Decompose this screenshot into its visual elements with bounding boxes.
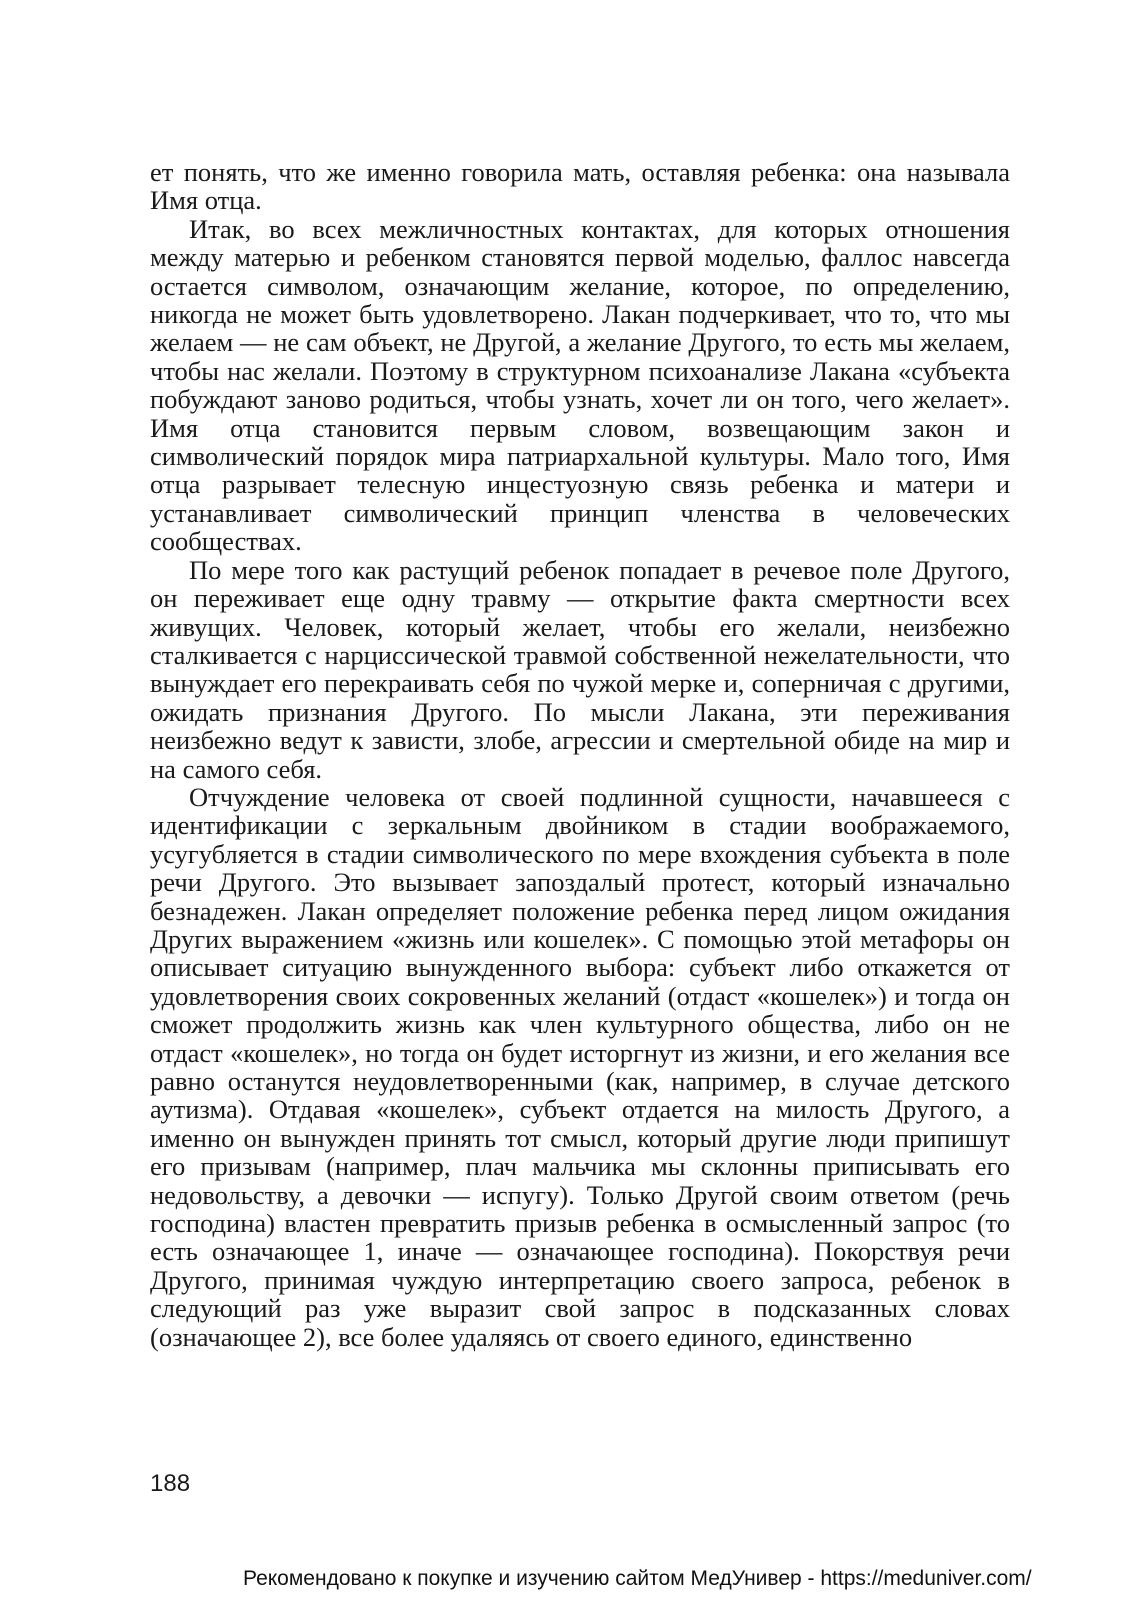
footer-watermark: Рекомендовано к покупке и изучению сайтом МедУнивер - https://meduniver.com/ xyxy=(243,1567,1032,1590)
page-number: 188 xyxy=(150,1470,191,1497)
paragraph-1: ет понять, что же именно говорила мать, оставляя ребенка: она называла Имя отца. xyxy=(150,157,1010,216)
paragraph-3: По мере того как растущий ребенок попадает в речевое поле Другого, он переживает еще одну травму — открытие факта смертности всех живущих. Человек, который желает, чтобы его желали, неизбежно сталкивается с нарциссической травмой собственной нежелательности, что вынуждает его перекраивать себя по чужой мерке и, соперничая с другими, ожидать признания Другого. По мысли Лакана, эти переживания неизбежно ведут к зависти, злобе, агрессии и смертельной обиде на мир и на самого себя. xyxy=(150,554,1010,784)
paragraph-2: Итак, во всех межличностных контактах, для которых отношения между матерью и ребенком становятся первой моделью, фаллос навсегда остается символом, означающим желание, которое, по определению, никогда не может быть удовлетворено. Лакан подчеркивает, что то, что мы желаем — не сам объект, не Другой, а желание Другого, то есть мы желаем, чтобы нас желали. Поэтому в структурном психоанализе Лакана «субъекта побуждают заново родиться, чтобы узнать, хочет ли он того, чего желает». Имя отца становится первым словом, возвещающим закон и символический порядок мира патриархальной культуры. Мало того, Имя отца разрывает телесную инцестуозную связь ребенка и матери и устанавливает символический принцип членства в человеческих сообществах. xyxy=(150,213,1010,557)
paragraph-4: Отчуждение человека от своей подлинной сущности, начавшееся с идентификации с зеркальным двойником в стадии воображаемого, усугубляется в стадии символического по мере вхождения субъекта в поле речи Другого. Это вызывает запоздалый протест, который изначально безнадежен. Лакан определяет положение ребенка перед лицом ожидания Других выражением «жизнь или кошелек». С помощью этой метафоры он описывает ситуацию вынужденного выбора: субъект либо откажется от удовлетворения своих сокровенных желаний (отдаст «кошелек») и тогда он сможет продолжить жизнь как член культурного общества, либо он не отдаст «кошелек», но тогда он будет исторгнут из жизни, и его желания все равно останутся неудовлетворенными (как, например, в случае детского аутизма). Отдавая «кошелек», субъект отдается на милость Другого, а именно он вынужден принять тот смысл, который другие люди припишут его призывам (например, плач мальчика мы склонны приписывать его недовольству, а девочки — испугу). Только Другой своим ответом (речь господина) властен превратить призыв ребенка в осмысленный запрос (то есть означающее 1, иначе — означающее господина). Покорствуя речи Другого, принимая чуждую интерпретацию своего запроса, ребенок в следующий раз уже выразит свой запрос в подсказанных словах (означающее 2), все более удаляясь от своего единого, единственно xyxy=(150,781,1010,1352)
page-body xyxy=(150,158,1010,1351)
